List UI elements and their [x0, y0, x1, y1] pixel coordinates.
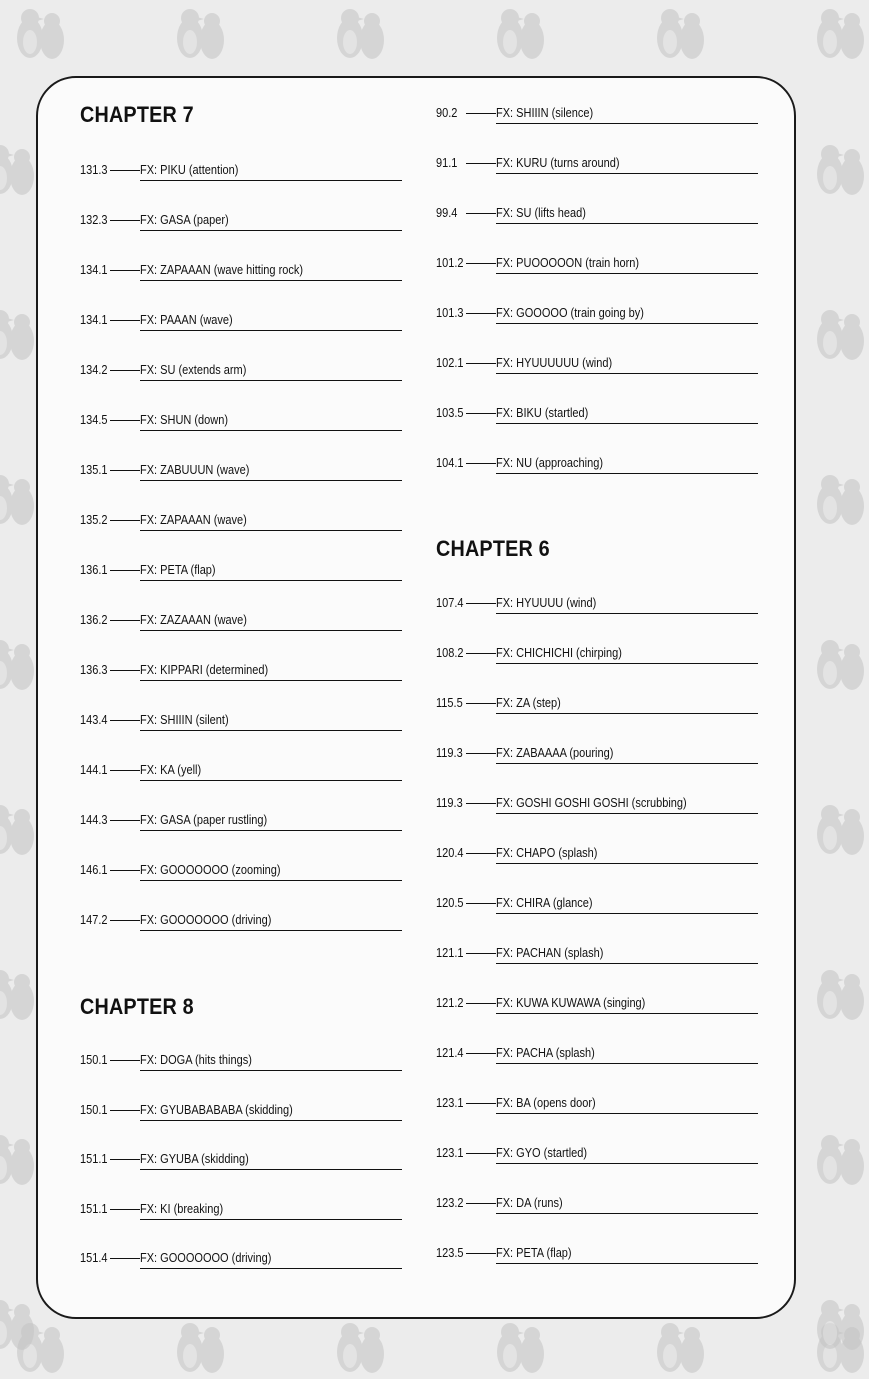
leader-line: [110, 270, 140, 271]
sfx-translation: [496, 745, 758, 764]
leader-line: [466, 263, 496, 264]
leader-line: [110, 720, 140, 721]
page-panel-ref: 103.5: [436, 406, 464, 420]
sfx-entry: [436, 1045, 758, 1065]
sfx-text: FX: GOOOOO (train going by): [496, 306, 644, 320]
page-panel-ref: 131.3: [80, 163, 108, 177]
sfx-translation: [496, 695, 758, 714]
page-panel-ref: 121.1: [436, 946, 464, 960]
page-panel-ref: 91.1: [436, 156, 458, 170]
sfx-translation: [496, 995, 758, 1014]
chapter-heading: CHAPTER 7: [80, 102, 194, 127]
sfx-text: FX: SU (extends arm): [140, 363, 247, 377]
leader-line: [110, 1159, 140, 1160]
sfx-translation: [496, 1045, 758, 1064]
page-panel-ref: 151.4: [80, 1251, 108, 1265]
sfx-translation: [140, 612, 402, 631]
chapter-heading: CHAPTER 8: [80, 994, 194, 1019]
sfx-entry: [436, 895, 758, 915]
sfx-entry: [80, 212, 402, 232]
sfx-entry: [436, 205, 758, 225]
sfx-entry: [80, 262, 402, 282]
sfx-text: FX: PETA (flap): [140, 563, 216, 577]
sfx-entry: [436, 845, 758, 865]
sfx-text: FX: CHICHICHI (chirping): [496, 646, 622, 660]
sfx-text: FX: GYUBA (skidding): [140, 1152, 249, 1166]
sfx-text: FX: DA (runs): [496, 1196, 563, 1210]
sfx-text: FX: HYUUUU (wind): [496, 596, 597, 610]
penguin-icon: [808, 4, 869, 62]
sfx-translation: [140, 712, 402, 731]
page-panel-ref: 151.1: [80, 1152, 108, 1166]
sfx-entry: [436, 645, 758, 665]
leader-line: [466, 113, 496, 114]
page-panel-ref: 150.1: [80, 1102, 108, 1117]
page-panel-ref: 123.5: [436, 1246, 464, 1260]
sfx-glossary-panel: [36, 76, 796, 1319]
chapter-heading: CHAPTER 6: [436, 536, 550, 561]
penguin-icon: [808, 800, 869, 858]
sfx-translation: [496, 155, 758, 174]
sfx-entry: [436, 945, 758, 965]
page-panel-ref: 135.1: [80, 463, 108, 477]
leader-line: [466, 1003, 496, 1004]
sfx-entry: [436, 745, 758, 765]
sfx-text: FX: SU (lifts head): [496, 206, 586, 220]
sfx-text: FX: PETA (flap): [496, 1246, 572, 1260]
sfx-text: FX: SHIIIN (silent): [140, 713, 229, 727]
sfx-translation: [140, 912, 402, 931]
sfx-text: FX: GYO (startled): [496, 1146, 588, 1160]
penguin-icon: [808, 635, 869, 693]
sfx-translation: [140, 1052, 402, 1071]
sfx-translation: [140, 1151, 402, 1170]
page-panel-ref: 115.5: [436, 696, 463, 710]
leader-line: [466, 653, 496, 654]
leader-line: [466, 1203, 496, 1204]
sfx-text: FX: GOOOOOOO (zooming): [140, 863, 281, 877]
page-panel-ref: 123.1: [436, 1146, 464, 1160]
sfx-entry: [436, 695, 758, 715]
sfx-translation: [140, 1201, 402, 1220]
sfx-text: FX: SHIIIN (silence): [496, 106, 594, 120]
leader-line: [466, 703, 496, 704]
leader-line: [110, 220, 140, 221]
penguin-icon: [328, 1318, 392, 1376]
leader-line: [466, 1153, 496, 1154]
sfx-translation: [140, 862, 402, 881]
sfx-entry: [80, 612, 402, 632]
page-panel-ref: 144.1: [80, 763, 108, 777]
sfx-text: FX: PACHAN (splash): [496, 946, 604, 960]
sfx-entry: [436, 1195, 758, 1215]
sfx-entry: [436, 795, 758, 815]
leader-line: [466, 363, 496, 364]
sfx-translation: [496, 1095, 758, 1114]
sfx-translation: [496, 645, 758, 664]
sfx-text: FX: GOOOOOOO (driving): [140, 1251, 272, 1265]
sfx-entry: [80, 1102, 402, 1122]
sfx-text: FX: GYUBABABABA (skidding): [140, 1102, 293, 1117]
penguin-icon: [488, 1318, 552, 1376]
sfx-text: FX: GASA (paper): [140, 213, 229, 227]
page-panel-ref: 132.3: [80, 213, 108, 227]
sfx-entry: [80, 162, 402, 182]
sfx-entry: [436, 995, 758, 1015]
sfx-translation: [496, 305, 758, 324]
sfx-translation: [140, 1102, 402, 1121]
sfx-text: FX: PAAAN (wave): [140, 313, 233, 327]
page-panel-ref: 144.3: [80, 813, 108, 827]
sfx-entry: [80, 912, 402, 932]
sfx-entry: [80, 1201, 402, 1221]
leader-line: [466, 463, 496, 464]
page-panel-ref: 146.1: [80, 863, 108, 877]
penguin-icon: [808, 1130, 869, 1188]
sfx-entry: [436, 405, 758, 425]
leader-line: [110, 920, 140, 921]
page-panel-ref: 99.4: [436, 206, 458, 220]
penguin-icon: [808, 140, 869, 198]
leader-line: [110, 320, 140, 321]
sfx-entry: [80, 712, 402, 732]
page-panel-ref: 102.1: [436, 356, 464, 370]
sfx-entry: [80, 812, 402, 832]
sfx-text: FX: ZAPAAAN (wave hitting rock): [140, 263, 304, 277]
page-panel-ref: 119.3: [436, 796, 463, 810]
leader-line: [110, 820, 140, 821]
leader-line: [466, 413, 496, 414]
sfx-entry: [80, 562, 402, 582]
sfx-translation: [140, 162, 402, 181]
page-panel-ref: 108.2: [436, 646, 464, 660]
sfx-text: FX: KI (breaking): [140, 1201, 224, 1216]
sfx-translation: [496, 795, 758, 814]
sfx-text: FX: ZA (step): [496, 696, 561, 710]
sfx-text: FX: SHUN (down): [140, 413, 229, 427]
sfx-entry: [436, 155, 758, 175]
page-panel-ref: 123.2: [436, 1196, 464, 1210]
penguin-icon: [8, 4, 72, 62]
page-panel-ref: 121.2: [436, 996, 464, 1010]
penguin-icon: [328, 4, 392, 62]
leader-line: [466, 313, 496, 314]
sfx-translation: [496, 255, 758, 274]
page-panel-ref: 101.3: [436, 306, 464, 320]
sfx-text: FX: ZAPAAAN (wave): [140, 513, 247, 527]
sfx-text: FX: PACHA (splash): [496, 1046, 595, 1060]
leader-line: [110, 370, 140, 371]
sfx-translation: [140, 362, 402, 381]
leader-line: [110, 870, 140, 871]
leader-line: [466, 903, 496, 904]
sfx-entry: [436, 355, 758, 375]
page-panel-ref: 90.2: [436, 106, 458, 120]
sfx-translation: [496, 405, 758, 424]
sfx-text: FX: CHIRA (glance): [496, 896, 593, 910]
leader-line: [110, 1258, 140, 1259]
sfx-entry: [80, 512, 402, 532]
penguin-icon: [808, 1295, 869, 1353]
sfx-translation: [140, 662, 402, 681]
sfx-translation: [140, 512, 402, 531]
sfx-translation: [496, 1145, 758, 1164]
penguin-icon: [648, 1318, 712, 1376]
sfx-entry: [436, 305, 758, 325]
leader-line: [466, 1103, 496, 1104]
sfx-text: FX: KA (yell): [140, 763, 202, 777]
sfx-translation: [496, 1195, 758, 1214]
leader-line: [466, 953, 496, 954]
sfx-entry: [80, 412, 402, 432]
leader-line: [110, 770, 140, 771]
sfx-translation: [496, 455, 758, 474]
penguin-icon: [168, 1318, 232, 1376]
page-panel-ref: 134.1: [80, 263, 108, 277]
sfx-translation: [140, 562, 402, 581]
leader-line: [466, 163, 496, 164]
leader-line: [466, 753, 496, 754]
page-panel-ref: 134.1: [80, 313, 108, 327]
sfx-entry: [80, 462, 402, 482]
page-panel-ref: 101.2: [436, 256, 464, 270]
sfx-text: FX: GOOOOOOO (driving): [140, 913, 272, 927]
sfx-translation: [496, 355, 758, 374]
penguin-icon: [648, 4, 712, 62]
page-panel-ref: 134.2: [80, 363, 108, 377]
page-panel-ref: 121.4: [436, 1046, 464, 1060]
penguin-icon: [0, 1295, 42, 1353]
sfx-entry: [436, 1145, 758, 1165]
page-panel-ref: 119.3: [436, 746, 463, 760]
page-panel-ref: 120.4: [436, 846, 464, 860]
sfx-translation: [496, 205, 758, 224]
penguin-icon: [808, 965, 869, 1023]
sfx-text: FX: BA (opens door): [496, 1096, 596, 1110]
leader-line: [110, 570, 140, 571]
leader-line: [110, 520, 140, 521]
sfx-text: FX: ZABAAAA (pouring): [496, 746, 614, 760]
leader-line: [110, 170, 140, 171]
sfx-entry: [80, 1052, 402, 1072]
sfx-text: FX: BIKU (startled): [496, 406, 589, 420]
sfx-text: FX: DOGA (hits things): [140, 1053, 252, 1067]
leader-line: [110, 420, 140, 421]
leader-line: [466, 1053, 496, 1054]
sfx-text: FX: KUWA KUWAWA (singing): [496, 996, 646, 1010]
page-panel-ref: 147.2: [80, 913, 108, 927]
sfx-entry: [436, 595, 758, 615]
leader-line: [466, 213, 496, 214]
sfx-entry: [80, 662, 402, 682]
leader-line: [110, 620, 140, 621]
penguin-icon: [168, 4, 232, 62]
sfx-translation: [140, 762, 402, 781]
leader-line: [110, 1110, 140, 1111]
leader-line: [110, 470, 140, 471]
sfx-text: FX: PIKU (attention): [140, 163, 239, 177]
page-panel-ref: 136.3: [80, 663, 108, 677]
sfx-entry: [80, 862, 402, 882]
leader-line: [110, 1060, 140, 1061]
penguin-icon: [808, 470, 869, 528]
sfx-text: FX: PUOOOOON (train horn): [496, 256, 640, 270]
page-panel-ref: 123.1: [436, 1096, 464, 1110]
leader-line: [466, 1253, 496, 1254]
sfx-translation: [496, 105, 758, 124]
sfx-entry: [80, 312, 402, 332]
sfx-entry: [80, 1151, 402, 1171]
sfx-entry: [436, 105, 758, 125]
leader-line: [110, 670, 140, 671]
leader-line: [466, 853, 496, 854]
sfx-entry: [80, 1250, 402, 1270]
page-panel-ref: 136.1: [80, 563, 108, 577]
penguin-icon: [808, 305, 869, 363]
sfx-text: FX: ZABUUUN (wave): [140, 463, 250, 477]
sfx-text: FX: KURU (turns around): [496, 156, 620, 170]
sfx-translation: [496, 1245, 758, 1264]
sfx-translation: [140, 462, 402, 481]
leader-line: [110, 1209, 140, 1210]
sfx-text: FX: HYUUUUUU (wind): [496, 356, 613, 370]
sfx-translation: [140, 1250, 402, 1269]
sfx-translation: [140, 312, 402, 331]
sfx-translation: [140, 212, 402, 231]
sfx-text: FX: GOSHI GOSHI GOSHI (scrubbing): [496, 796, 687, 810]
sfx-translation: [496, 845, 758, 864]
sfx-text: FX: GASA (paper rustling): [140, 813, 268, 827]
sfx-translation: [140, 412, 402, 431]
sfx-entry: [436, 455, 758, 475]
page-panel-ref: 143.4: [80, 713, 108, 727]
sfx-text: FX: ZAZAAAN (wave): [140, 613, 247, 627]
page-panel-ref: 136.2: [80, 613, 108, 627]
sfx-translation: [140, 812, 402, 831]
sfx-entry: [80, 762, 402, 782]
leader-line: [466, 603, 496, 604]
page-panel-ref: 104.1: [436, 456, 464, 470]
sfx-translation: [496, 595, 758, 614]
sfx-translation: [140, 262, 402, 281]
penguin-icon: [488, 4, 552, 62]
sfx-entry: [436, 1095, 758, 1115]
leader-line: [466, 803, 496, 804]
page-panel-ref: 135.2: [80, 513, 108, 527]
page-panel-ref: 120.5: [436, 896, 464, 910]
page-panel-ref: 134.5: [80, 413, 108, 427]
sfx-entry: [436, 255, 758, 275]
page-panel-ref: 107.4: [436, 596, 464, 610]
sfx-translation: [496, 945, 758, 964]
page-panel-ref: 151.1: [80, 1201, 108, 1216]
sfx-entry: [436, 1245, 758, 1265]
sfx-entry: [80, 362, 402, 382]
sfx-text: FX: CHAPO (splash): [496, 846, 598, 860]
page-panel-ref: 150.1: [80, 1053, 108, 1067]
sfx-translation: [496, 895, 758, 914]
sfx-text: FX: KIPPARI (determined): [140, 663, 269, 677]
sfx-text: FX: NU (approaching): [496, 456, 603, 470]
